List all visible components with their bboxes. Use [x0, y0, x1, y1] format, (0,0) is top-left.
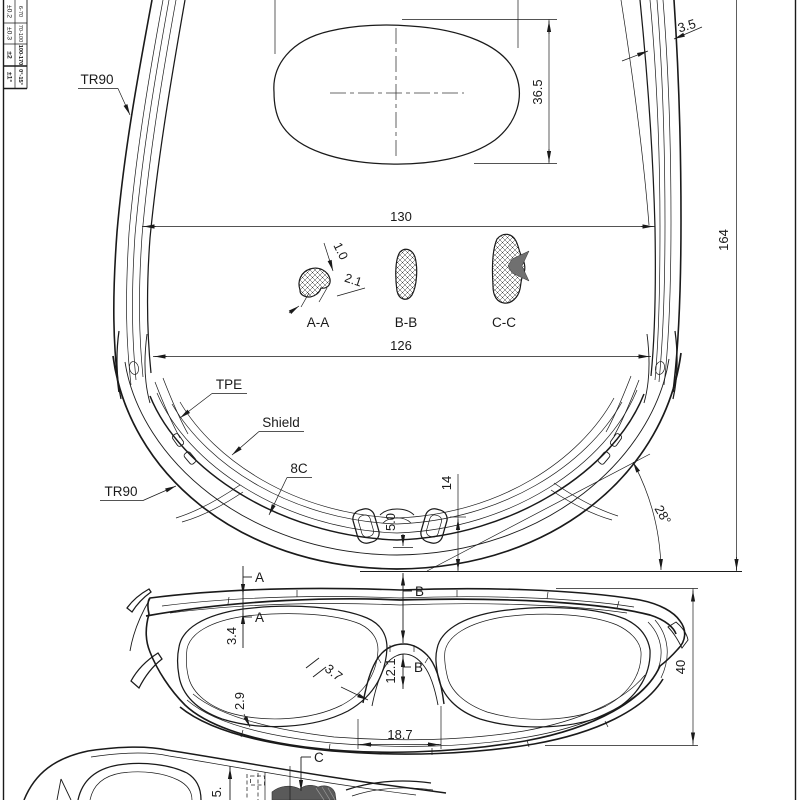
dim-wrap-angle-text: 28°: [651, 502, 675, 528]
tol-value-1: ±0.2: [5, 4, 13, 19]
dim-lens-height-text: 36.5: [530, 79, 545, 105]
section-cc-label: C-C: [492, 315, 516, 330]
tolerance-table: [4, 0, 28, 89]
dim-bridge-drop-text: 5.0: [383, 512, 398, 532]
dim-overall-height-text: 164: [716, 229, 731, 251]
section-flag-a2: A: [255, 610, 265, 625]
dim-rim-depth-text: 14: [439, 475, 454, 491]
section-aa-label: A-A: [306, 315, 330, 330]
dim-bridge-opening-text: 12.1: [383, 658, 398, 684]
dim-inner-width-text: 126: [390, 338, 412, 353]
tol-value-4: ±1°: [5, 71, 13, 83]
tol-value-3: ±2: [5, 51, 13, 59]
section-flag-c: C: [314, 750, 324, 765]
dim-aa-thickness-text: 1.0: [330, 240, 351, 263]
tol-range-3: 100-170: [17, 44, 24, 66]
dim-rim-thickness-text: 2.9: [232, 691, 247, 711]
callout-tpe-text: TPE: [215, 377, 243, 392]
section-flag-b2: B: [414, 660, 424, 675]
dim-lens-opening-height-text: 40: [673, 659, 688, 675]
dim-temple-thickness-text: 3.5: [675, 15, 698, 36]
dim-bridge-wall-text: 3.7: [322, 660, 346, 684]
dim-brow-thickness-text: 3.4: [224, 626, 239, 646]
section-flag-b1: B: [415, 584, 425, 599]
callout-shield-text: Shield: [262, 415, 300, 430]
callout-base-curve-text: 8C: [290, 461, 308, 476]
section-bb-label: B-B: [394, 315, 418, 330]
callout-tr90-bottom-text: TR90: [104, 484, 138, 499]
tol-range-4: 0°-15°: [17, 69, 24, 85]
dim-partial-text: 5.: [209, 786, 224, 798]
section-bb: [395, 249, 418, 330]
tol-range-1: 6-70: [17, 5, 24, 18]
dim-frame-width-text: 130: [390, 209, 412, 224]
tol-value-2: ±0.3: [5, 26, 13, 41]
nose-pad-bottom: [272, 785, 336, 800]
tol-range-2: 70-100: [17, 24, 24, 43]
dim-aa-width-text: 2.1: [342, 270, 364, 290]
section-flag-a1: A: [255, 570, 265, 585]
callout-tr90-top-text: TR90: [80, 72, 114, 87]
dim-bridge-width-text: 18.7: [387, 727, 413, 742]
